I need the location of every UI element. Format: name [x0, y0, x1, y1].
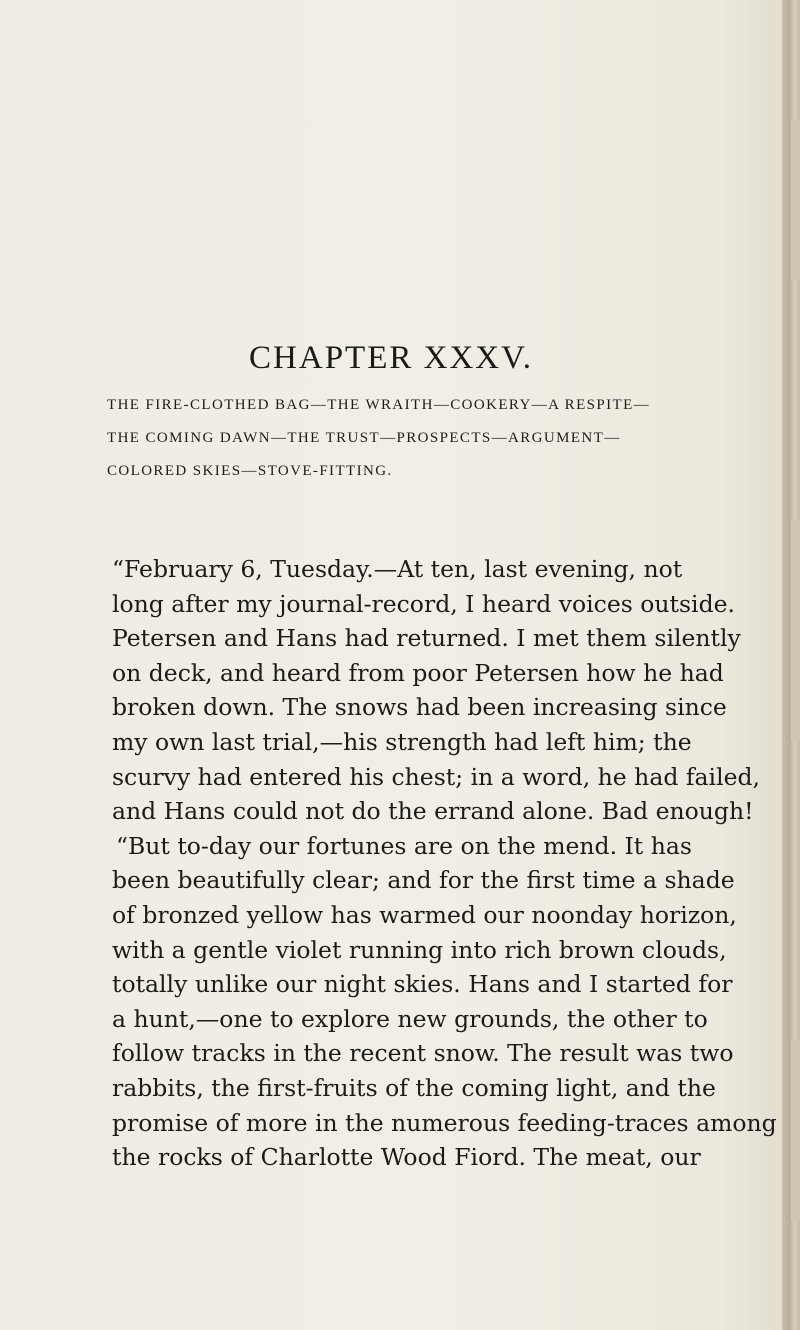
text-line: Petersen and Hans had returned. I met them silently: [112, 624, 741, 653]
text-line: totally unlike our night skies. Hans and I started for: [112, 970, 733, 999]
body-text: [112, 552, 777, 1175]
text-line: and Hans could not do the errand alone. Bad enough!: [112, 797, 754, 826]
text-line: of bronzed yellow has warmed our noonday horizon,: [112, 900, 737, 929]
text-line: broken down. The snows had been increasing since: [112, 693, 727, 722]
chapter-summary: [107, 397, 767, 496]
text-line: rabbits, the first-fruits of the coming light, and the: [112, 1073, 716, 1102]
chapter-title: CHAPTER XXXV.: [249, 340, 533, 376]
edge-highlight: [791, 520, 800, 740]
text-line: the rocks of Charlotte Wood Fiord. The meat, our: [112, 1143, 701, 1172]
text-line: promise of more in the numerous feeding-traces among: [112, 1108, 777, 1137]
text-line: “February 6, Tuesday.—At ten, last evening, not: [112, 555, 683, 583]
text-line: follow tracks in the recent snow. The result was two: [112, 1039, 734, 1068]
summary-line: COLORED SKIES—STOVE-FITTING.: [107, 463, 393, 479]
text-line: “But to-day our fortunes are on the mend. It has: [116, 831, 692, 860]
text-line: scurvy had entered his chest; in a word, he had failed,: [112, 762, 761, 791]
text-line: with a gentle violet running into rich brown clouds,: [112, 935, 727, 964]
text-line: long after my journal-record, I heard voices outside.: [112, 589, 735, 618]
summary-line: THE COMING DAWN—THE TRUST—PROSPECTS—ARGUMENT—: [107, 430, 621, 446]
text-line: on deck, and heard from poor Petersen how he had: [112, 658, 724, 687]
text-line: been beautifully clear; and for the first time a shade: [112, 866, 735, 895]
text-line: my own last trial,—his strength had left him; the: [112, 727, 692, 756]
edge-highlight: [791, 120, 800, 280]
summary-line: THE FIRE-CLOTHED BAG—THE WRAITH—COOKERY—A RESPITE—: [107, 397, 651, 413]
edge-highlight: [791, 1040, 800, 1220]
page-edge-shadow: [782, 0, 800, 1330]
text-line: a hunt,—one to explore new grounds, the other to: [112, 1004, 708, 1033]
